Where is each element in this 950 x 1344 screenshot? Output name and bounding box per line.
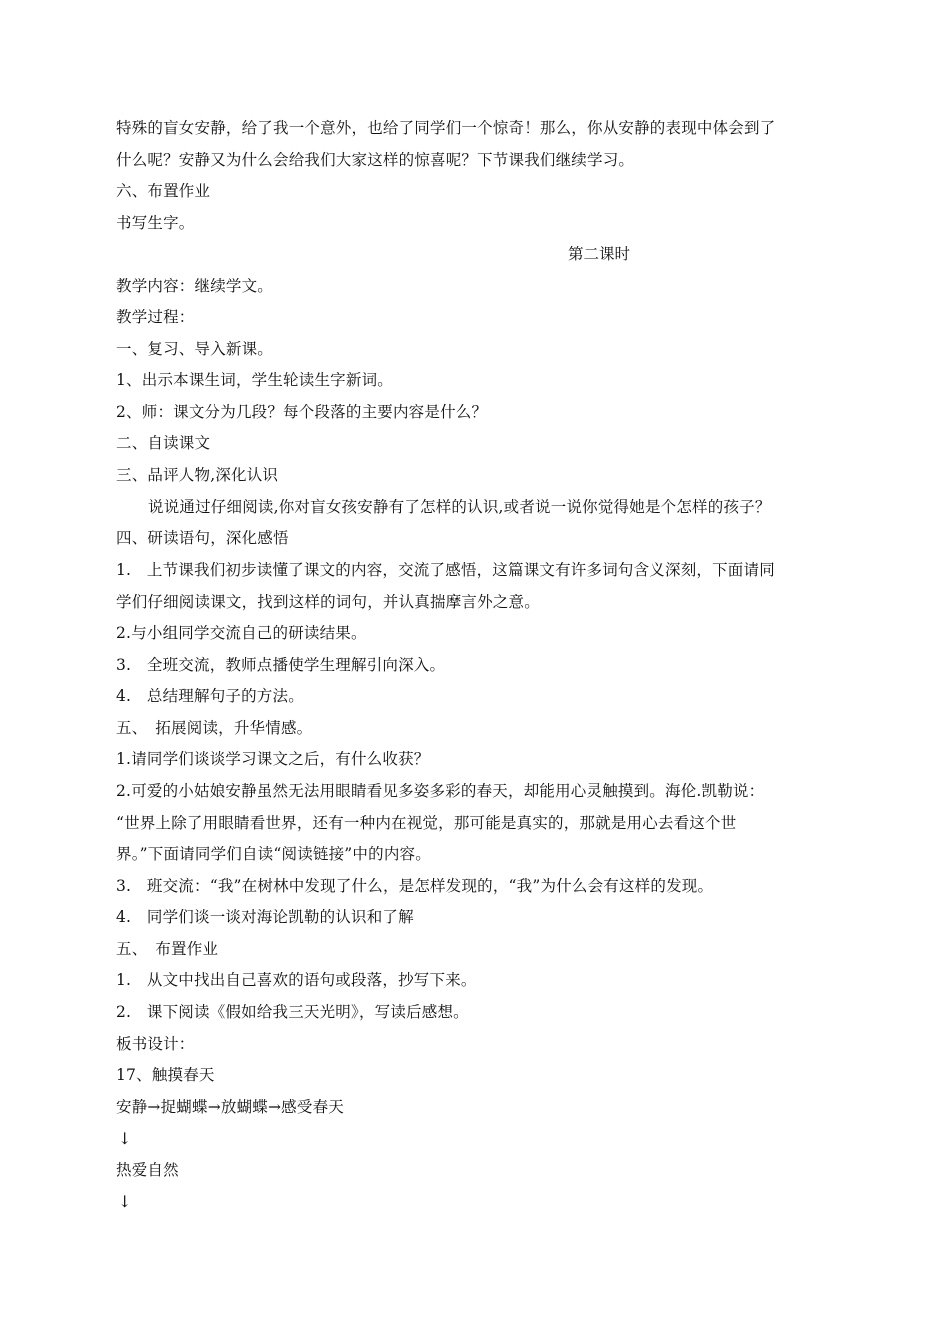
list-item: 4. 总结理解句子的方法。	[116, 687, 304, 705]
board-flow: 安静→捉蝴蝶→放蝴蝶→感受春天	[116, 1098, 344, 1116]
list-item: 4. 同学们谈一谈对海论凯勒的认识和了解	[116, 908, 414, 926]
list-item: 2.可爱的小姑娘安静虽然无法用眼睛看见多姿多彩的春天，却能用心灵触摸到。海伦.凯勒说：	[116, 782, 765, 800]
section-heading: 二、自读课文	[116, 434, 211, 452]
list-item: 3. 班交流：“我”在树林中发现了什么，是怎样发现的，“我”为什么会有这样的发现。	[116, 877, 714, 895]
list-item: 1. 从文中找出自己喜欢的语句或段落，抄写下来。	[116, 971, 477, 989]
paragraph-line: 教学内容：继续学文。	[116, 277, 274, 295]
paragraph-line: “世界上除了用眼睛看世界，还有一种内在视觉，那可能是真实的，那就是用心去看这个世	[116, 814, 737, 832]
list-item: 1、出示本课生词，学生轮读生字新词。	[116, 371, 393, 389]
section-heading: 五、 拓展阅读，升华情感。	[116, 719, 313, 737]
paragraph-line: 教学过程：	[116, 308, 195, 326]
board-title: 17、触摸春天	[116, 1066, 215, 1084]
list-item: 1. 上节课我们初步读懂了课文的内容，交流了感悟，这篇课文有许多词句含义深刻，下面请同	[116, 561, 775, 579]
lesson-title: 第二课时	[568, 245, 631, 263]
list-item: 2.与小组同学交流自己的研读结果。	[116, 624, 367, 642]
paragraph-line: 学们仔细阅读课文，找到这样的词句，并认真揣摩言外之意。	[116, 593, 540, 611]
list-item: 1.请同学们谈谈学习课文之后，有什么收获？	[116, 750, 430, 768]
list-item: 2、师：课文分为几段？每个段落的主要内容是什么？	[116, 403, 488, 421]
section-heading: 板书设计：	[116, 1035, 195, 1053]
section-heading: 一、复习、导入新课。	[116, 340, 274, 358]
section-heading: 五、 布置作业	[116, 940, 219, 958]
paragraph-line: 书写生字。	[116, 214, 195, 232]
section-heading: 四、研读语句，深化感悟	[116, 529, 289, 547]
list-item: 2. 课下阅读《假如给我三天光明》，写读后感想。	[116, 1003, 469, 1021]
paragraph-line: 特殊的盲女安静，给了我一个意外，也给了同学们一个惊奇！那么，你从安静的表现中体会到了	[116, 119, 776, 137]
paragraph-line: 界。”下面请同学们自读“阅读链接”中的内容。	[116, 845, 431, 863]
section-heading: 六、布置作业	[116, 182, 211, 200]
paragraph-line: 说说通过仔细阅读,你对盲女孩安静有了怎样的认识,或者说一说你觉得她是个怎样的孩子？	[148, 498, 771, 516]
down-arrow-icon: ↓	[118, 1192, 132, 1211]
board-item: 热爱自然	[116, 1161, 179, 1179]
down-arrow-icon: ↓	[118, 1129, 132, 1148]
section-heading: 三、品评人物,深化认识	[116, 466, 279, 484]
paragraph-line: 什么呢？安静又为什么会给我们大家这样的惊喜呢？下节课我们继续学习。	[116, 151, 635, 169]
list-item: 3. 全班交流，教师点播使学生理解引向深入。	[116, 656, 446, 674]
